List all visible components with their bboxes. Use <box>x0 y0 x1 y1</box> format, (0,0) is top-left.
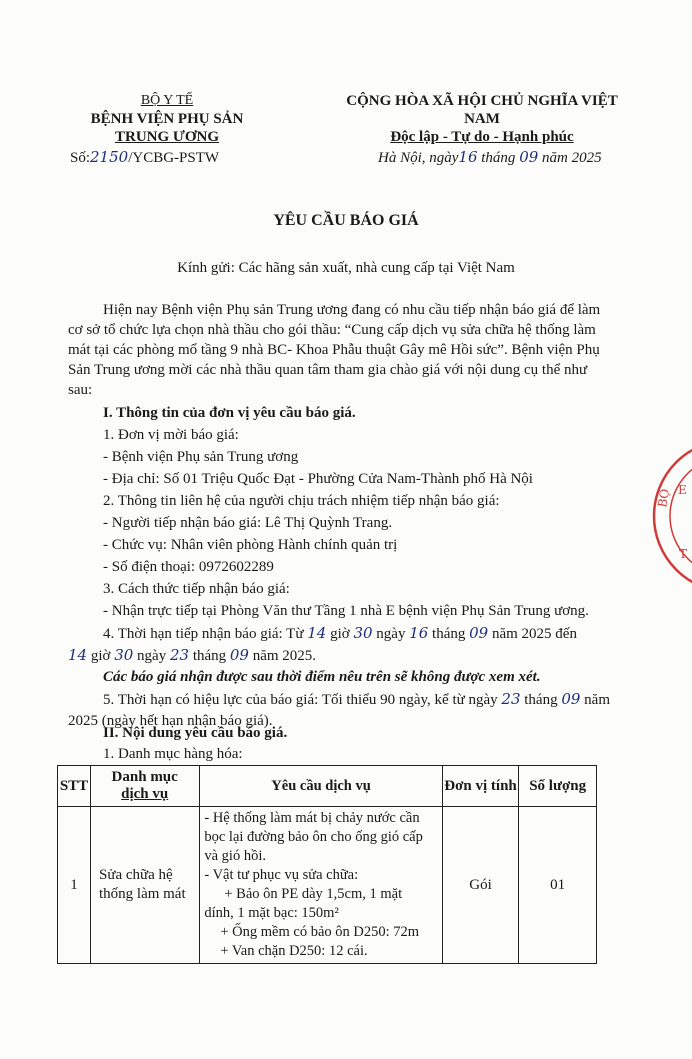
intro-line: Hiện nay Bệnh viện Phụ sản Trung ương đang có nhu cầu tiếp nhận báo giá để làm <box>103 302 601 318</box>
table-header-row <box>58 766 597 807</box>
docno-suffix: /YCBG-PSTW <box>128 150 220 166</box>
validity-month: 09 <box>561 690 581 708</box>
hospital-name-line1: BỆNH VIỆN PHỤ SẢN <box>90 111 244 127</box>
addressee-line: Kính gửi: Các hãng sản xuất, nhà cung cấp tại Việt Nam <box>177 260 515 276</box>
document-date <box>378 148 602 167</box>
section-1-detail: - Chức vụ: Nhân viên phòng Hành chính quản trị <box>103 537 398 553</box>
col-header-stt: STT <box>58 766 91 807</box>
national-motto: Độc lập - Tự do - Hạnh phúc <box>390 129 574 145</box>
section-2-item: 1. Danh mục hàng hóa: <box>103 746 243 762</box>
col-header-service: Danh mục dịch vụ <box>90 766 199 807</box>
docno-prefix: Số: <box>70 150 91 166</box>
svg-text:E: E <box>678 483 687 497</box>
deadline-hour-start: 14 <box>307 624 327 642</box>
goods-table <box>57 765 597 964</box>
table-row <box>58 807 597 964</box>
date-text: Hà Nội, ngày <box>378 150 459 166</box>
section-1-heading: I. Thông tin của đơn vị yêu cầu báo giá. <box>103 405 356 421</box>
col-header-unit: Đơn vị tính <box>442 766 519 807</box>
section-1-detail: - Bệnh viện Phụ sản Trung ương <box>103 449 299 465</box>
deadline-month-start: 09 <box>469 624 489 642</box>
section-1-item: 3. Cách thức tiếp nhận báo giá: <box>103 581 290 597</box>
deadline-day-start: 16 <box>409 624 429 642</box>
validity-day: 23 <box>501 690 521 708</box>
deadline-hour-end: 14 <box>68 646 88 664</box>
cell-stt: 1 <box>58 807 91 964</box>
deadline-minute-end: 30 <box>114 646 134 664</box>
deadline-day-end: 23 <box>169 646 190 664</box>
deadline-minute-start: 30 <box>353 624 373 642</box>
document-title: YÊU CẦU BÁO GIÁ <box>273 212 419 229</box>
date-text: năm 2025 <box>542 150 602 166</box>
section-1-item: 2. Thông tin liên hệ của người chịu trách nhiệm tiếp nhận báo giá: <box>103 493 500 509</box>
intro-line: cơ sở tổ chức lựa chọn nhà thầu cho gói thầu: “Cung cấp dịch vụ sửa chữa hệ thống làm <box>68 322 596 338</box>
intro-line: sau: <box>68 382 93 398</box>
late-quote-notice: Các báo giá nhận được sau thời điểm nêu trên sẽ không được xem xét. <box>103 669 541 685</box>
section-1-detail: - Người tiếp nhận báo giá: Lê Thị Quỳnh Trang. <box>103 515 393 531</box>
official-seal-fragment <box>652 436 692 596</box>
svg-text:BỘ: BỘ <box>655 487 673 509</box>
hospital-name-line2: TRUNG ƯƠNG <box>114 129 220 145</box>
ministry-name: BỘ Y TẾ <box>140 93 194 108</box>
document-number <box>70 148 219 167</box>
republic-name: CỘNG HÒA XÃ HỘI CHỦ NGHĨA VIỆT NAM <box>346 93 618 127</box>
intro-line: mát tại các phòng mổ tầng 9 nhà BC- Khoa Phẫu thuật Gây mê Hồi sức”. Bệnh viện Phụ <box>68 342 600 358</box>
section-1-item: 1. Đơn vị mời báo giá: <box>103 427 239 443</box>
intro-line: Sản Trung ương mời các nhà thầu quan tâm tham gia chào giá với nội dung cụ thể như <box>68 362 588 378</box>
docno-handwritten: 2150 <box>90 148 129 166</box>
date-text: tháng <box>481 150 516 166</box>
seal-icon <box>652 436 692 596</box>
date-day-handwritten: 16 <box>458 148 478 166</box>
national-header <box>332 92 632 146</box>
date-month-handwritten: 09 <box>519 148 539 166</box>
section-2-heading: II. Nội dung yêu cầu báo giá. <box>103 725 288 741</box>
deadline-month-end: 09 <box>229 646 249 664</box>
cell-quantity: 01 <box>519 807 597 964</box>
deadline-line-1: 4. Thời hạn tiếp nhận báo giá: Từ 14 giờ 30 ngày 16 tháng 09 năm 2025 đến <box>103 624 577 642</box>
col-header-requirement: Yêu cầu dịch vụ <box>200 766 442 807</box>
deadline-line-2: 14 giờ 30 ngày 23 tháng 09 năm 2025. <box>68 646 317 664</box>
cell-service: Sửa chữa hệ thống làm mát <box>90 807 199 964</box>
svg-text:T: T <box>679 547 688 561</box>
col-header-quantity: Số lượng <box>519 766 597 807</box>
section-1-detail: - Số điện thoại: 0972602289 <box>103 559 274 575</box>
section-1-detail: - Nhận trực tiếp tại Phòng Văn thư Tầng 1 nhà E bệnh viện Phụ Sản Trung ương. <box>103 603 589 619</box>
issuer-header <box>72 92 262 146</box>
validity-line-2: 2025 (ngày hết hạn nhận báo giá). <box>68 713 273 729</box>
cell-unit: Gói <box>442 807 519 964</box>
cell-requirement: - Hệ thống làm mát bị chảy nước cần bọc lại đường bảo ôn cho ống gió cấp và gió hồi. - Vật tư phục vụ sửa chữa: + Bảo ôn PE dày 1,5cm, 1 mặt dính, 1 mặt bạc: 150m² + Ống mềm có bảo ôn D250: 72m + Van chặn D250: 12 cái. <box>200 807 442 964</box>
section-1-detail: - Địa chỉ: Số 01 Triệu Quốc Đạt - Phường Cửa Nam-Thành phố Hà Nội <box>103 471 533 487</box>
validity-line-1: 5. Thời hạn có hiệu lực của báo giá: Tối thiểu 90 ngày, kể từ ngày 23 tháng 09 năm <box>103 690 610 708</box>
